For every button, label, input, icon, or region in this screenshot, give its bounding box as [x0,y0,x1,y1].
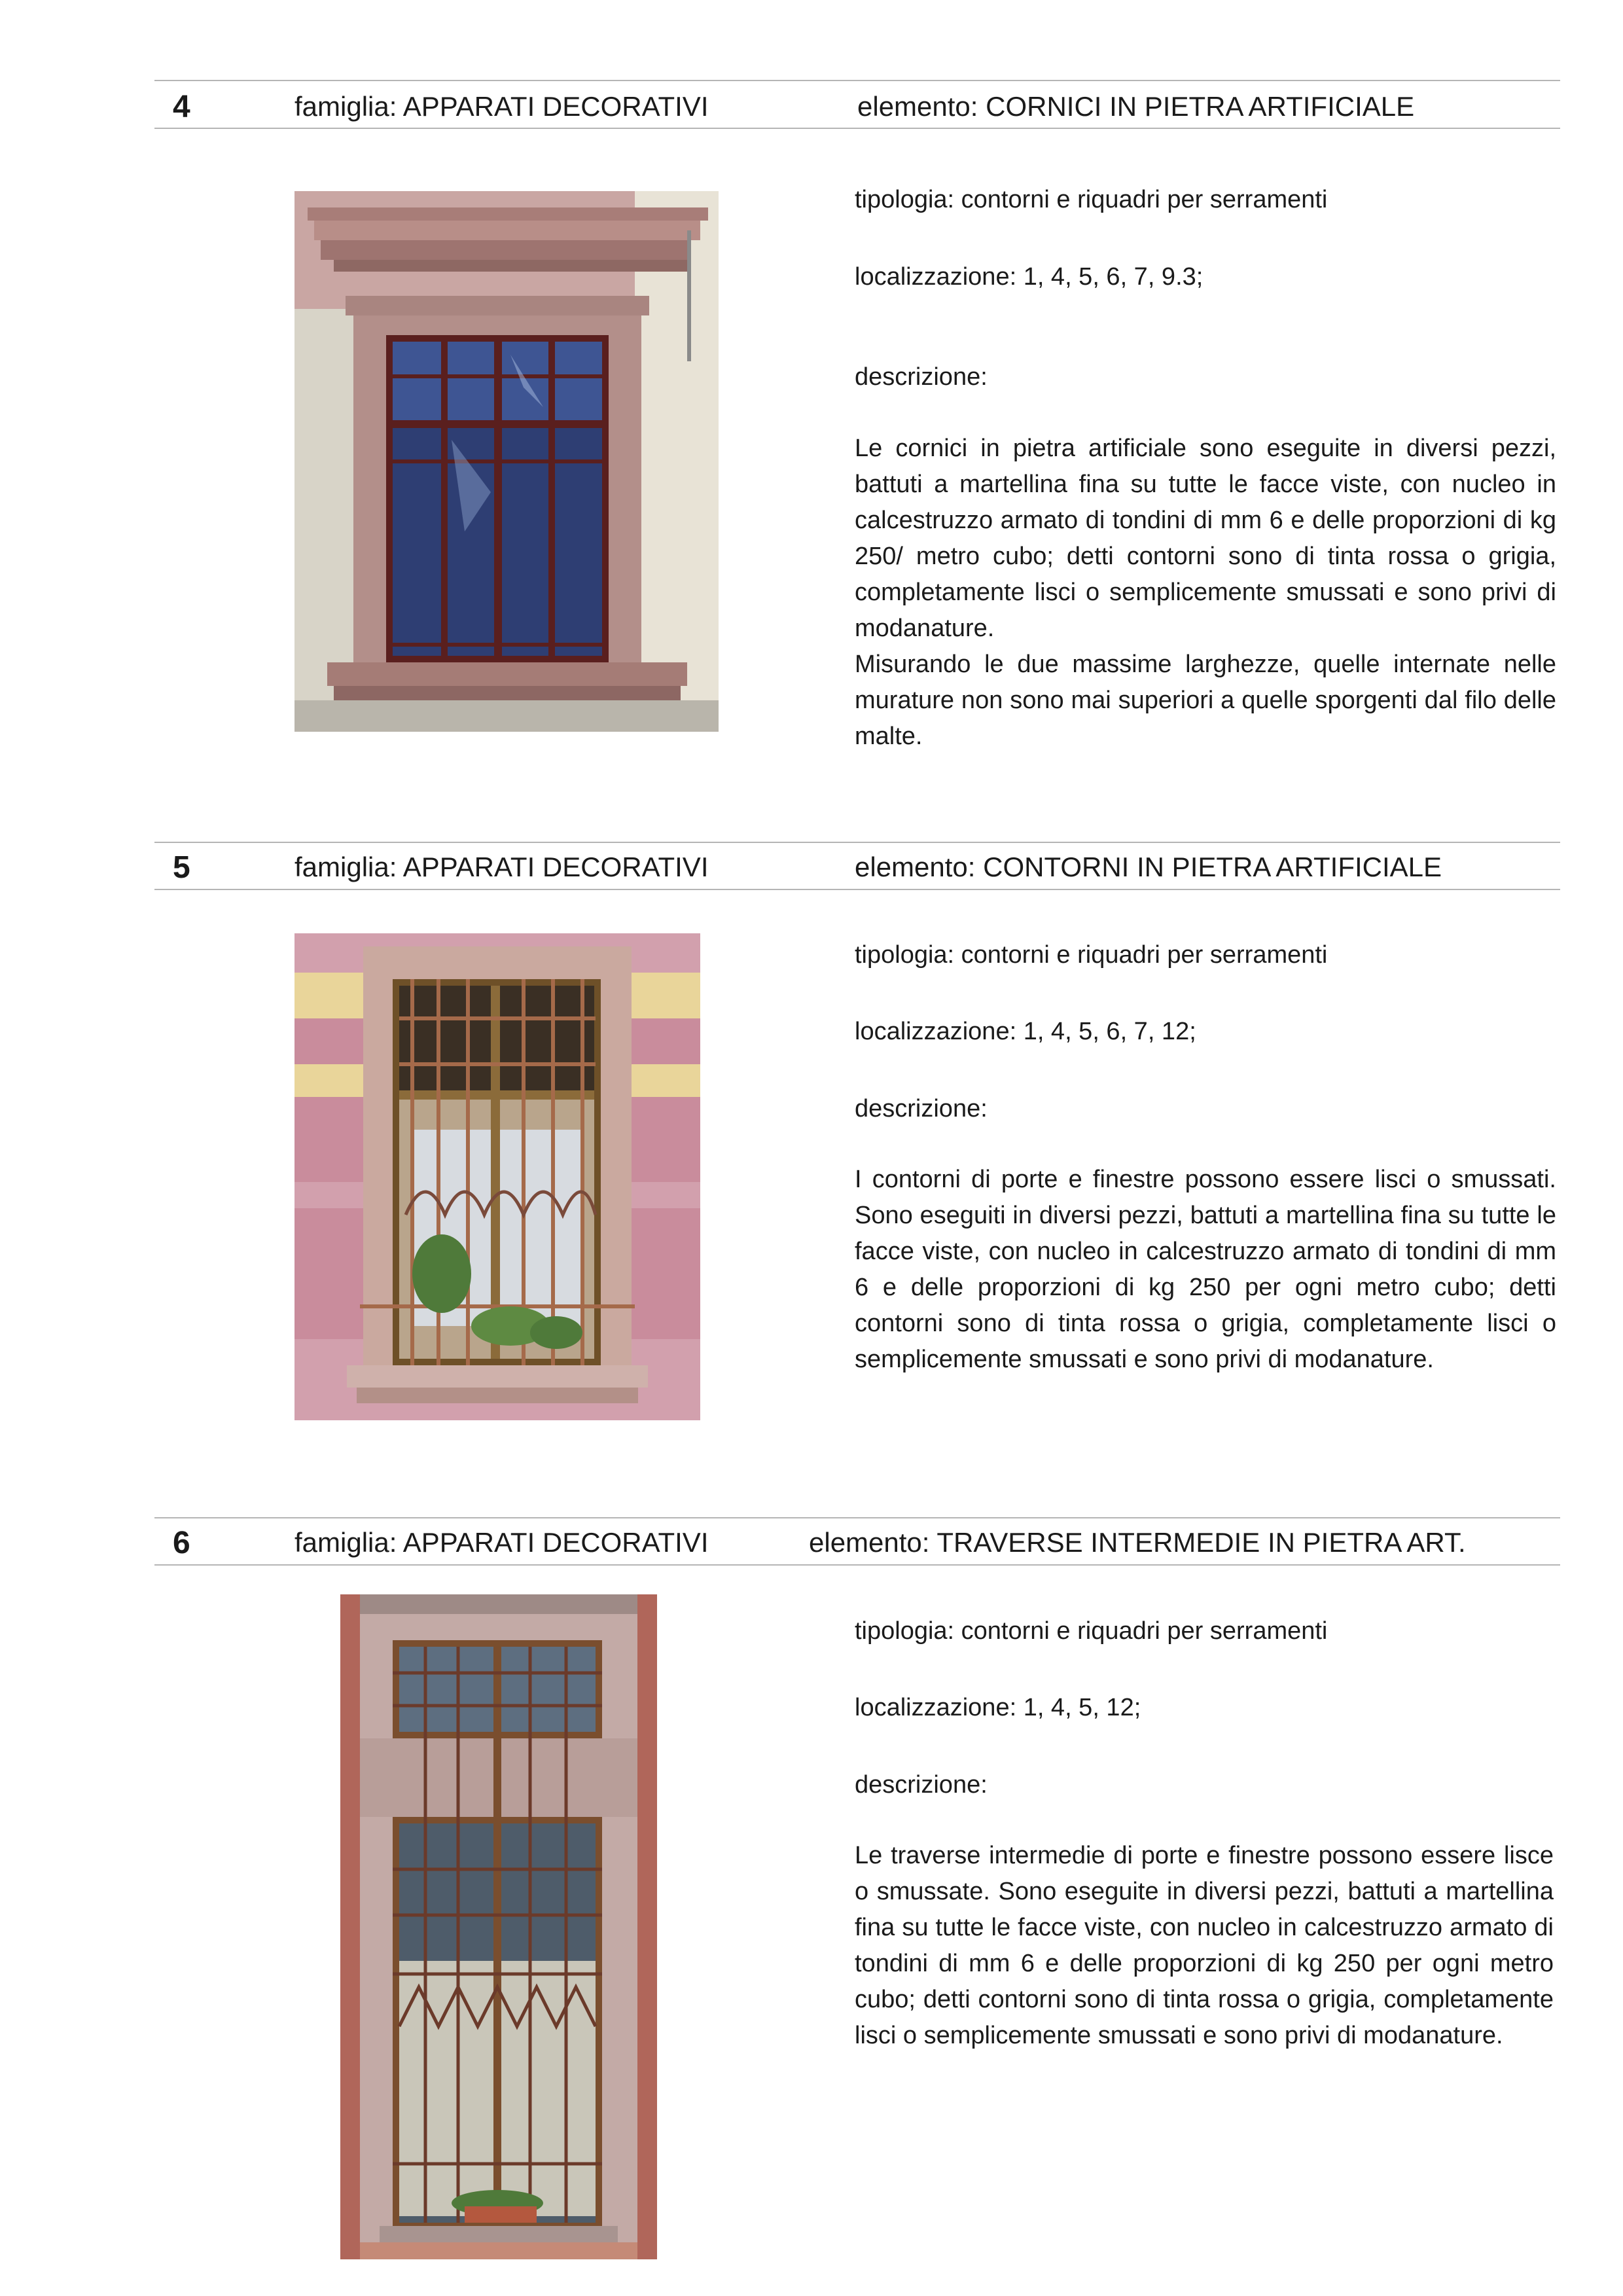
entry-number: 6 [173,1526,190,1560]
window-photo-traverse [340,1594,657,2259]
description-text [855,1162,1556,1378]
description-label: descrizione: [855,363,988,391]
family-label: famiglia: APPARATI DECORATIVI [294,1527,709,1558]
divider-bottom [154,128,1560,129]
description-text [855,431,1556,755]
entry-number: 4 [173,90,190,124]
location-text: localizzazione: 1, 4, 5, 12; [855,1694,1141,1721]
window-photo-contorni [294,933,700,1420]
description-text [855,1838,1554,2054]
typology-text: tipologia: contorni e riquadri per serramenti [855,941,1328,969]
typology-text: tipologia: contorni e riquadri per serramenti [855,1617,1328,1645]
location-text: localizzazione: 1, 4, 5, 6, 7, 9.3; [855,263,1204,291]
divider-top [154,1517,1560,1518]
element-label: elemento: CONTORNI IN PIETRA ARTIFICIALE [855,852,1442,882]
divider-bottom [154,889,1560,890]
description-paragraph: Le cornici in pietra artificiale sono eseguite in diversi pezzi, battuti a martellina fina su tutte le facce viste, con nucleo in calcestruzzo armato di tondini di mm 6 e delle proporzioni di kg 250/ metro cubo; detti contorni sono di tinta rossa o grigia, completamente lisci o semplicemente smussati e sono privi di modanature. [855,435,1556,642]
description-label: descrizione: [855,1771,988,1799]
description-paragraph: Misurando le due massime larghezze, quelle internate nelle murature non sono mai superiori a quelle sporgenti dal filo delle malte. [855,651,1556,750]
description-paragraph: I contorni di porte e finestre possono essere lisci o smussati. Sono eseguiti in diversi pezzi, battuti a martellina fina su tutte le facce viste, con nucleo in calcestruzzo armato di tondini di mm 6 e delle proporzioni di kg 250 per ogni metro cubo; detti contorni sono di tinta rossa o grigia, completamente lisci o semplicemente smussati e sono privi di modanature. [855,1166,1556,1373]
description-label: descrizione: [855,1095,988,1122]
typology-text: tipologia: contorni e riquadri per serramenti [855,186,1328,213]
divider-top [154,80,1560,81]
element-label: elemento: TRAVERSE INTERMEDIE IN PIETRA ART. [809,1527,1466,1558]
entry-number: 5 [173,850,190,885]
window-photo-cornice [294,191,719,732]
description-paragraph: Le traverse intermedie di porte e finestre possono essere lisce o smussate. Sono eseguite in diversi pezzi, battuti a martellina fina su tutte le facce viste, con nucleo in calcestruzzo armato di tondini di mm 6 e delle proporzioni di kg 250 per ogni metro cubo; detti contorni sono di tinta rossa o grigia, completamente lisci o semplicemente smussati e sono privi di modanature. [855,1842,1554,2049]
location-text: localizzazione: 1, 4, 5, 6, 7, 12; [855,1018,1196,1045]
family-label: famiglia: APPARATI DECORATIVI [294,852,709,882]
divider-bottom [154,1564,1560,1566]
element-label: elemento: CORNICI IN PIETRA ARTIFICIALE [857,91,1415,122]
divider-top [154,842,1560,843]
family-label: famiglia: APPARATI DECORATIVI [294,91,709,122]
